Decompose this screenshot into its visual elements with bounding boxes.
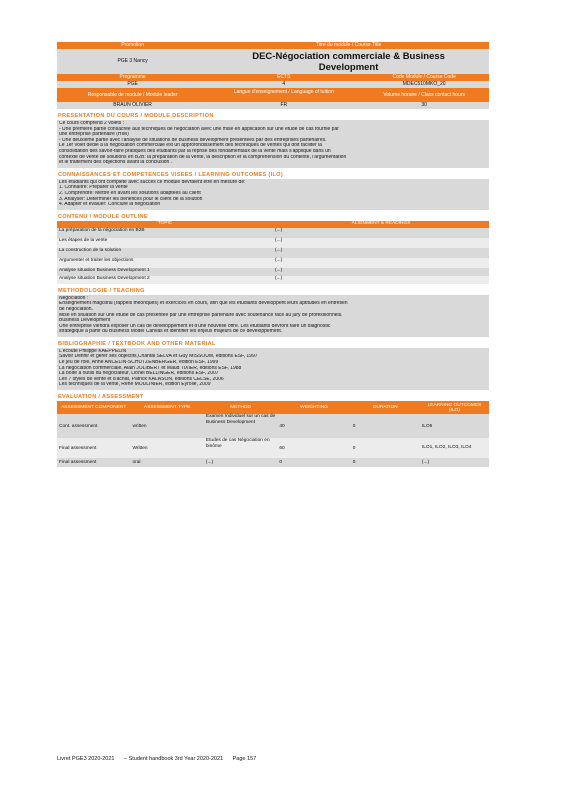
alignment-cell: (...) <box>275 247 283 253</box>
footer-handbook: – Student handbook 3rd Year 2020-2021 <box>124 756 224 762</box>
contact-hours-value: 30 <box>421 102 427 108</box>
contact-hours-label: Volume horaire / Class contact hours <box>383 92 466 98</box>
duration-cell: 0 <box>352 460 356 466</box>
topic-cell: Les étapes de la vente <box>59 237 108 243</box>
course-sheet <box>57 42 489 467</box>
outcomes-cell: ILO1, ILO2, ILO3, ILO4 <box>421 445 472 451</box>
weighting-header: WEIGHTING <box>300 405 328 411</box>
method-cell: (...) <box>205 460 214 466</box>
component-header: ASSESSMENT COMPONENT <box>61 405 127 411</box>
outcomes-header: LEARNING OUTCOMES (ILO) <box>427 402 482 413</box>
bibliography-line: Les techniques de la vente, René MOULINIER, édition Eyrolle, 2009 <box>59 382 211 388</box>
outcomes-cell: ILO5 <box>421 423 433 429</box>
weighting-cell: 40 <box>279 423 285 429</box>
presentation-body <box>57 120 489 168</box>
language-label: Langue d'enseignement / Language of tuition <box>233 89 334 95</box>
presentation-line: une entreprise partenaire (HIM) <box>59 132 129 138</box>
module-title-line-1: DEC-Négociation commerciale & Business <box>252 51 445 62</box>
evaluation-title: EVALUATION / ASSESSMENT <box>58 394 144 401</box>
table-row <box>57 258 489 268</box>
component-cell: Final assessment <box>59 460 97 466</box>
component-cell: Final assessment <box>59 445 97 451</box>
alignment-cell: (...) <box>275 267 283 273</box>
methodology-body <box>57 295 489 337</box>
presentation-line: - Une première partie consacrée aux techniques de négociation avec une mise en application sur une étude de cas fournie par <box>59 126 339 132</box>
methodology-line: Négociation : <box>59 295 89 301</box>
table-row <box>57 228 489 238</box>
presentation-title: PRESENTATION DU COURS / MODULE DESCRIPTION <box>58 113 214 119</box>
course-header-table <box>57 42 489 109</box>
programme-value: PGE <box>127 81 138 87</box>
course-code-label: Code Module / Course Code <box>392 74 456 80</box>
alignment-cell: (...) <box>275 275 283 281</box>
topic-cell: Analyse situation Business Development 1 <box>59 267 150 273</box>
weighting-cell: 0 <box>279 460 282 466</box>
table-row <box>57 276 489 284</box>
type-cell: oral <box>132 460 141 466</box>
promotion-label: Promotion <box>121 42 144 48</box>
topic-cell: La construction de la solution <box>59 247 122 253</box>
methodology-line: Une entreprise viendra exposer un cas de développement et d'une nouvelle offre. Les étudiants devront faire un diagnostic <box>59 323 331 329</box>
weighting-cell: 60 <box>279 445 285 451</box>
methodology-line: Business Development <box>59 318 111 324</box>
methodology-line: Mise en situation sur une étude de cas présentée par une entreprise partenaire avec soutenance face au jury de professionnels. <box>59 312 343 318</box>
outcomes-cell: (...) <box>421 460 430 466</box>
duration-cell: 0 <box>352 423 356 429</box>
table-row <box>57 414 489 438</box>
ects-label: ECTS <box>277 74 291 80</box>
learning-outcome-line: Les étudiants qui ont complété avec succès ce module devraient être en mesure de: <box>59 179 246 185</box>
type-header: ASSESSMENT TYPE <box>143 405 191 411</box>
bibliography-line: Les 7 styles de vente et d'achat, Patrick KALASON, éditions CELSE, 2006 <box>59 376 224 382</box>
programme-label: Programme <box>119 74 146 80</box>
module-title-label: Titre du module / Course Title <box>315 42 382 48</box>
bibliography-line: L'écoute Philippe KAEPPELIN <box>59 348 127 354</box>
bibliography-title: BIBLIOGRAPHIE / TEXTBOOK AND OTHER MATERIAL <box>58 340 216 347</box>
bibliography-line: Le jeu de rôle, Anne ANCELIN-SCHUTZENBERGER, édition ESF, 1999 <box>59 360 219 366</box>
duration-header: DURATION <box>372 405 398 411</box>
component-cell: Cont. assessment <box>59 423 98 429</box>
module-leader-label: Responsable de module / Module leader <box>87 92 178 98</box>
table-row <box>57 458 489 467</box>
presentation-line: Ce cours comprend 2 volets : <box>59 121 125 126</box>
alignment-cell: (...) <box>275 227 283 233</box>
type-cell: Written <box>132 445 148 451</box>
module-outline-table <box>57 221 489 284</box>
footer-page-number: Page 157 <box>232 756 257 762</box>
alignment-cell: (...) <box>275 237 283 243</box>
learning-outcome-line: 1. Connaître: Préparer la vente <box>59 185 128 191</box>
topic-cell: Argumenter et traiter les objections <box>59 257 134 263</box>
learning-outcomes-body <box>57 179 489 210</box>
module-leader-value: BRAUN OLIVIER <box>113 102 152 108</box>
bibliography-line: Savoir Définir et gérer ses objectifs,Chantal SELVA et Guy MISSOUM, éditions ESF, 1997 <box>59 354 258 360</box>
methodology-line: Enseignement magistral (rappels théoriques) et exercices en cours, afin que les étudiants développent leurs aptitudes en entretien <box>59 301 348 307</box>
duration-cell: 0 <box>352 445 356 451</box>
presentation-line: Le 1er volet dédié à la négociation commerciale est un approfondissement des techniques de ventes qui doit faciliter la <box>59 143 322 149</box>
method-header: METHOD <box>230 405 251 411</box>
methodology-line: stratégique à partir du Business Model Canvas et identifier les enjeux majeurs de ce développement. <box>59 329 283 335</box>
topic-header: TOPIC <box>157 220 173 226</box>
promotion-value: PGE 3 Nancy <box>117 58 148 64</box>
method-cell: Etudes de cas Négociation en binôme <box>205 438 270 449</box>
page-footer <box>57 756 264 762</box>
course-code-value: MDEC510MKO_20 <box>402 81 446 87</box>
bibliography-line: La négociation commerciale, Alain JOLIBERT et Maud TIXIER, éditions ESF, 1988 <box>59 365 242 371</box>
table-row <box>57 248 489 258</box>
evaluation-table <box>57 401 489 467</box>
alignment-header: ALIGNMENT & READINGS <box>351 220 411 226</box>
presentation-line: contexte de vente de solutions en B2B: la préparation de la vente, la description et la compréhension du contexte, l'argumentation <box>59 154 347 160</box>
footer-booklet: Livret PGE3 2020-2021 <box>57 756 115 762</box>
module-title-value <box>208 49 489 74</box>
topic-cell: La préparation de la négociation en B2B <box>59 227 145 233</box>
methodology-title: METHODOLOGIE / TEACHING <box>58 287 145 294</box>
table-row <box>57 268 489 276</box>
module-title-line-2: Development <box>318 62 379 73</box>
bibliography-line: La boîte à outils du négociateur, Lionel BELLINGER, éditions ESF, 2007 <box>59 371 219 377</box>
table-row <box>57 238 489 248</box>
ects-value: 4 <box>282 81 286 87</box>
learning-outcome-line: 2. Comprendre: Mettre en avant les solutions adaptées au client <box>59 190 201 196</box>
topic-cell: Analyse situation Business Development 2 <box>59 275 150 281</box>
module-outline-title: CONTENU / MODULE OUTLINE <box>58 213 148 220</box>
type-cell: written <box>132 423 147 429</box>
table-row <box>57 438 489 458</box>
presentation-line: et le traitement des objections avant la conclusion . <box>59 160 173 166</box>
language-value: FR <box>280 102 288 108</box>
learning-outcome-line: 4. Adapter et évaluer: Conclure la négociation <box>59 202 161 208</box>
presentation-line: - Une deuxième partie avec l'analyse de situations de business development présentées par des entreprises partenaires. <box>59 137 327 143</box>
methodology-line: de négociation. <box>59 306 93 312</box>
learning-outcome-line: 3. Analyser: Déterminer les bénéfices pour le client de la solution <box>59 196 203 202</box>
learning-outcomes-title: CONNAISSANCES ET COMPETENCES VISEES / LEARNING OUTCOMES (ILO) <box>58 171 283 178</box>
method-cell: Examen Individuel sur un cas de Business Development <box>205 414 276 425</box>
bibliography-body <box>57 348 489 390</box>
presentation-line: consolidation des savoir-faire pratiques des étudiants par la reprise des fondamentaux de la vente mais s'applique dans un <box>59 148 331 154</box>
alignment-cell: (...) <box>275 257 283 263</box>
